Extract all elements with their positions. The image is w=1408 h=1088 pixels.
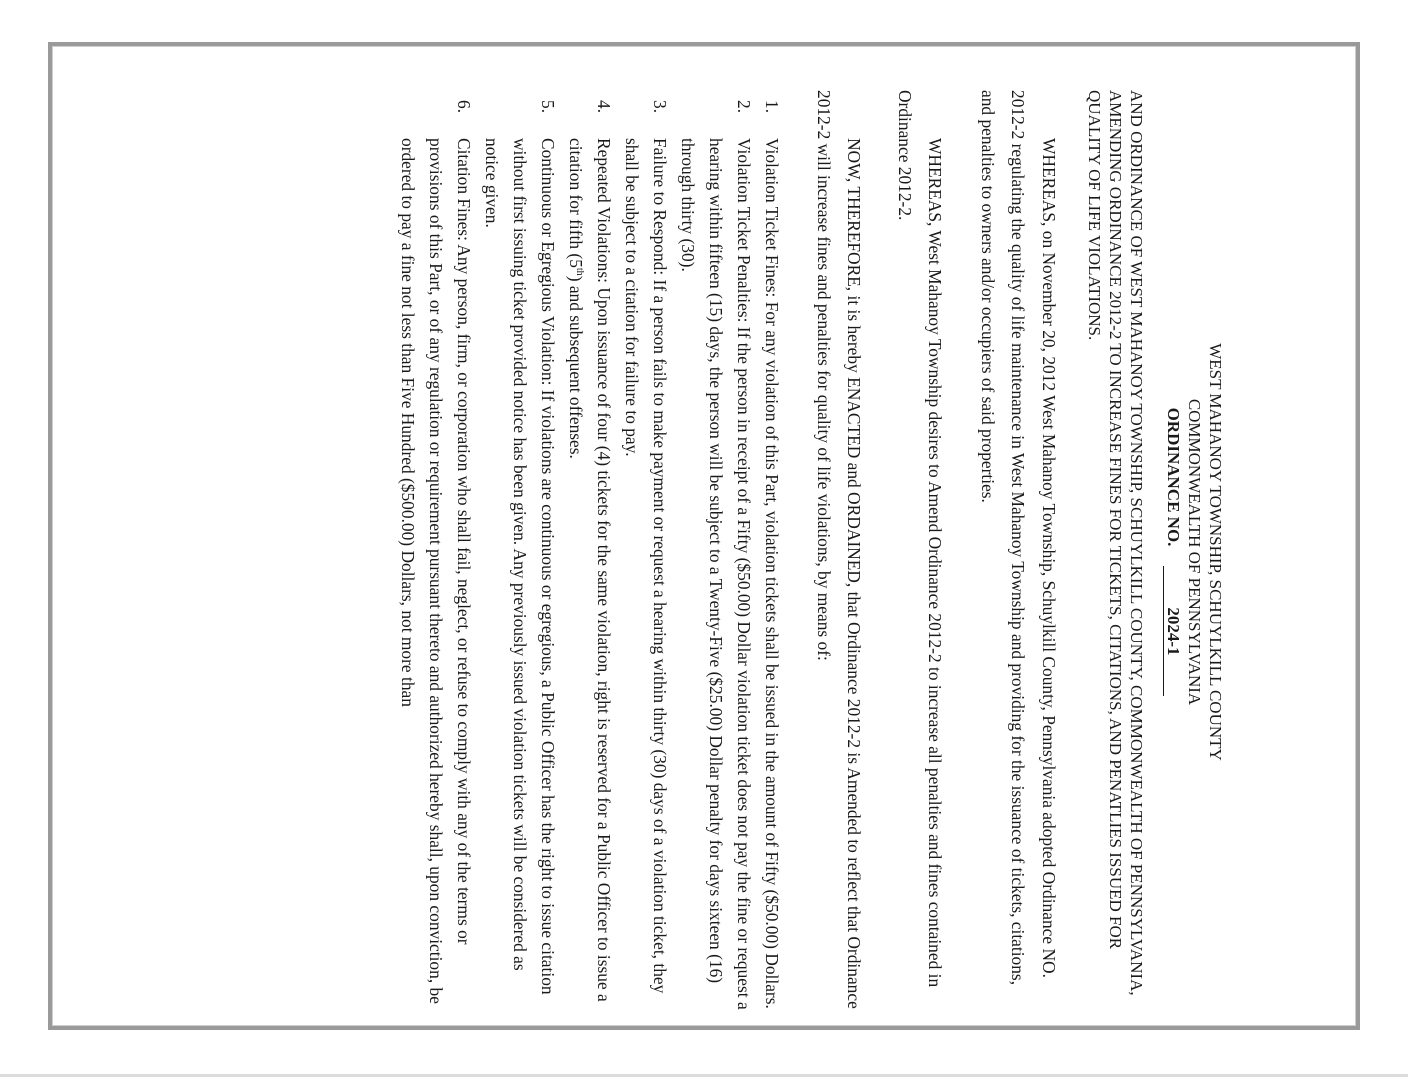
list-item-number: 1. xyxy=(762,100,783,114)
list-item xyxy=(563,90,619,1014)
list-item-text: Continuous or Egregious Violation: If violations are continuous or egregious, a Public Officer has the right to issue citation without first issuing ticket provided notice has been given. Any previously issued violation tickets will be considered as notice given. xyxy=(482,138,559,995)
ordinance-label: ORDINANCE NO. xyxy=(1164,407,1183,547)
list-item xyxy=(479,90,563,1014)
list-item xyxy=(619,90,675,1014)
list-item-text: Failure to Respond: If a person fails to make payment or request a hearing within thirty (30) days of a violation ticket, they shall be subject to a citation for failure to pay. xyxy=(622,138,671,994)
whereas-paragraph-1: WHEREAS, on November 20, 2012 West Mahanoy Township, Schuylkill County, Pennsylvania adopted Ordinance NO. 2012-2 regulating the quality of life maintenance in West Mahanoy Township and providing for the issuance of tickets, citations, and penalties to owners and/or occupiers of said properties. xyxy=(978,90,1059,986)
ordinance-title: AND ORDINANCE OF WEST MAHANOY TOWNSHIP, SCHUYLKILL COUNTY, COMMONWEALTH OF PENNSYLVANIA, AMENDING ORDINANCE 2012-2 TO INCREASE FINES FOR TICKETS, CITATIONS, AND PENATLIES ISSUED FOR QUALITY OF LIFE VIOLATIONS. xyxy=(1085,90,1146,996)
amendment-list xyxy=(395,90,787,1014)
list-item-text-start: Repeated Violations: Upon issuance of four (4) tickets for the same violation, right is reserved for a Public Officer to issue a citation for fifth (5 xyxy=(566,138,615,1002)
list-item xyxy=(759,90,787,1014)
list-item-number: 6. xyxy=(454,100,475,114)
list-item xyxy=(395,90,479,1014)
whereas-paragraph-2: WHEREAS, West Mahanoy Township desires to Amend Ordinance 2012-2 to increase all penalties and fines contained in Ordinance 2012-2. xyxy=(895,90,946,988)
header-line-commonwealth: COMMONWEALTH OF PENNSYLVANIA xyxy=(1185,398,1204,706)
list-item-number: 5. xyxy=(538,100,559,114)
bottom-divider xyxy=(0,1074,1408,1077)
ordinance-number-line xyxy=(1163,90,1184,1014)
now-therefore-paragraph: NOW, THEREFORE, it is hereby ENACTED and ORDAINED, that Ordinance 2012-2 is Amended to reflect that Ordinance 2012-2 will increase fines and penalties for quality of life violations, by means of: xyxy=(814,90,865,1009)
ordinal-superscript: th xyxy=(574,267,586,276)
header-line-township: WEST MAHANOY TOWNSHIP, SCHUYLKILL COUNTY xyxy=(1206,343,1225,761)
list-item-number: 4. xyxy=(594,100,615,114)
list-item-text: Violation Ticket Penalties: If the person in receipt of a Fifty ($50.00) Dollar violation ticket does not pay the fine or request a hearing within fifteen (15) days, the person will be subject to a Twenty-Five ($25.00) Dollar penalty for days sixteen (16) through thirty (30). xyxy=(678,138,755,1010)
list-item xyxy=(675,90,759,1014)
list-item-text: Citation Fines: Any person, firm, or corporation who shall fail, neglect, or refuse to comply with any of the terms or provisions of this Part, or of any regulation or requirement pursuant thereto and authorized hereby shall, upon conviction, be ordered to pay a fine not less than Five Hundred ($500.00) Dollars, not more than xyxy=(398,138,475,1004)
list-item-number: 3. xyxy=(650,100,671,114)
ordinance-number: 2024-1 xyxy=(1163,566,1182,696)
ordinance-document xyxy=(140,50,1240,1038)
list-item-number: 2. xyxy=(734,100,755,114)
list-item-text-end: ) and subsequent offenses. xyxy=(566,275,587,459)
list-item-text: Violation Ticket Fines: For any violation of this Part, violation tickets shall be issued in the amount of Fifty ($50.00) Dollars. xyxy=(762,138,783,1009)
